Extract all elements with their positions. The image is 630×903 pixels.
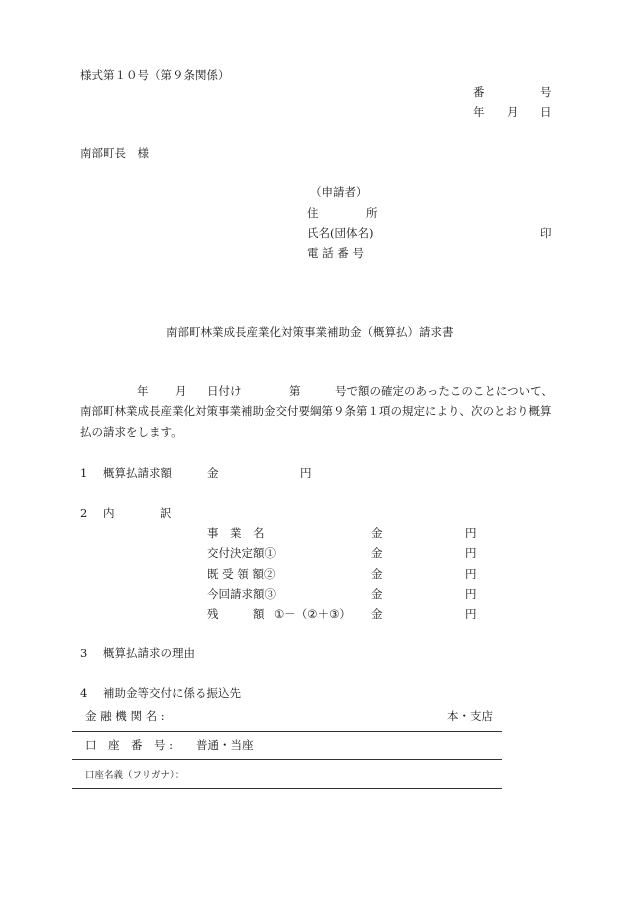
date-year: 年 [473,105,485,119]
applicant-heading: （申請者） [310,185,368,199]
section3-label: 概算払請求の理由 [103,646,195,660]
name-label: 氏名(団体名) [307,226,374,240]
breakdown-kin: 金 [371,567,383,581]
breakdown-yen: 円 [465,587,477,601]
body-line3: 払の請求をします。 [80,425,183,439]
section4-number: 4 [80,686,88,700]
breakdown-label: 今回請求額③ [207,587,276,601]
section2-label-1: 内 [103,506,115,520]
breakdown-yen: 円 [465,546,477,560]
section1-kin: 金 [207,466,219,480]
section2-label-2: 訳 [160,506,172,520]
account-number-label: 口 座 番 号 : [85,738,174,752]
account-holder-label: 口座名義（フリガナ）： [85,770,185,781]
breakdown-label: 残 額 [207,607,265,621]
section2-number: 2 [80,506,88,520]
breakdown-label: 交付決定額① [207,546,276,560]
breakdown-formula: ①－（②＋③） [274,607,351,621]
address-label-2: 所 [366,206,378,220]
breakdown-label: 既 受 領 額② [207,567,276,581]
section4-label: 補助金等交付に係る振込先 [103,686,241,700]
seal-mark: 印 [540,226,552,240]
body-dai: 第 [289,384,301,398]
breakdown-label: 事 業 名 [207,526,265,540]
body-year: 年 [137,384,149,398]
body-line2: 南部町林業成長産業化対策事業補助金交付要綱第９条第１項の規定により、次のとおり概算 [80,404,552,418]
addressee: 南部町長 様 [80,146,149,160]
bank-name-label: 金 融 機 関 名 : [85,709,165,723]
account-type: 普通・当座 [196,738,254,752]
section3-number: 3 [80,646,88,660]
address-label-1: 住 [307,206,319,220]
date-month: 月 [507,105,519,119]
breakdown-kin: 金 [371,607,383,621]
section1-number: 1 [80,466,88,480]
divider-line [72,788,502,789]
divider-line [72,731,502,732]
body-line1-tail: 号で額の確定のあったこのことについて、 [335,384,553,398]
breakdown-kin: 金 [371,587,383,601]
section1-yen: 円 [300,466,312,480]
number-label-2: 号 [540,85,552,99]
section1-label: 概算払請求額 [103,466,172,480]
body-dated: 日付け [207,384,242,398]
date-day: 日 [540,105,552,119]
breakdown-yen: 円 [465,567,477,581]
breakdown-yen: 円 [465,607,477,621]
body-month: 月 [175,384,187,398]
breakdown-kin: 金 [371,526,383,540]
number-label-1: 番 [473,85,485,99]
breakdown-kin: 金 [371,546,383,560]
branch-label: 本・支店 [447,709,493,723]
breakdown-yen: 円 [465,526,477,540]
divider-line [72,759,502,760]
form-number: 様式第１０号（第９条関係） [80,68,230,82]
document-title: 南部町林業成長産業化対策事業補助金（概算払）請求書 [166,325,454,339]
phone-label: 電 話 番 号 [307,246,364,260]
